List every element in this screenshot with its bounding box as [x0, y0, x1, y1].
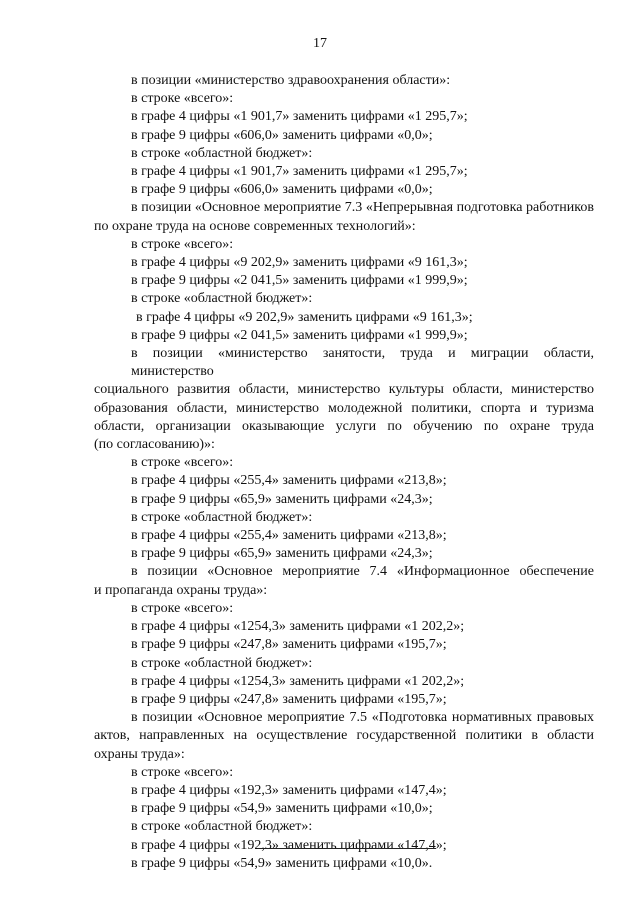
text-line: в графе 9 цифры «54,9» заменить цифрами «10,0»; [131, 801, 433, 817]
text-line: в позиции «министерство здравоохранения области»: [131, 73, 451, 88]
text-line: в графе 4 цифры «1 901,7» заменить цифрами «1 295,7»; [131, 164, 468, 180]
text-line: в строке «всего»: [131, 764, 234, 780]
text-line: в строке «областной бюджет»: [131, 291, 313, 307]
text-line: в графе 4 цифры «9 202,9» заменить цифрами «9 161,3»; [131, 255, 468, 271]
text-line: в строке «областной бюджет»: [131, 819, 313, 835]
text-line: в графе 9 цифры «65,9» заменить цифрами «24,3»; [131, 546, 433, 562]
text-line: в графе 9 цифры «2 041,5» заменить цифрами «1 999,9»; [131, 273, 468, 289]
text-line: в графе 9 цифры «247,8» заменить цифрами «195,7»; [131, 637, 447, 653]
text-line: в строке «всего»: [131, 91, 234, 107]
text-line: и пропаганда охраны труда»: [94, 582, 268, 598]
text-line: в графе 9 цифры «247,8» заменить цифрами «195,7»; [131, 691, 447, 707]
footer-divider [257, 848, 436, 849]
text-line: в позиции «Основное мероприятие 7.3 «Непрерывная подготовка работников [131, 200, 594, 216]
text-line: (по согласованию)»: [94, 437, 215, 453]
text-line: в графе 4 цифры «192,3» заменить цифрами «147,4»; [131, 782, 447, 798]
text-line: в строке «областной бюджет»: [131, 509, 313, 525]
text-line: в строке «всего»: [131, 455, 234, 471]
text-line: в графе 4 цифры «255,4» заменить цифрами «213,8»; [131, 528, 447, 544]
text-line: социального развития области, министерство культуры области, министерство [94, 382, 594, 398]
text-line: в позиции «министерство занятости, труда и миграции области, министерство [131, 346, 594, 380]
text-line: охраны труда»: [94, 746, 185, 762]
text-line: в позиции «Основное мероприятие 7.4 «Информационное обеспечение [131, 564, 594, 580]
text-line: в графе 4 цифры «1254,3» заменить цифрами «1 202,2»; [131, 619, 465, 635]
text-line: в строке «всего»: [131, 236, 234, 252]
text-line: в графе 4 цифры «192,3» заменить цифрами «147,4»; [131, 837, 447, 853]
text-line: в графе 9 цифры «54,9» заменить цифрами «10,0». [131, 855, 433, 871]
text-line: в графе 9 цифры «606,0» заменить цифрами «0,0»; [131, 127, 433, 143]
text-line: в графе 9 цифры «65,9» заменить цифрами «24,3»; [131, 491, 433, 507]
text-line: в графе 4 цифры «255,4» заменить цифрами «213,8»; [131, 473, 447, 489]
text-line: в строке «областной бюджет»: [131, 145, 313, 161]
text-line: в позиции «Основное мероприятие 7.5 «Подготовка нормативных правовых [131, 710, 594, 726]
text-line: образования области, министерство молодежной политики, спорта и туризма [94, 400, 594, 416]
text-line: в графе 9 цифры «2 041,5» заменить цифрами «1 999,9»; [131, 327, 468, 343]
text-line: по охране труда на основе современных технологий»: [94, 218, 416, 234]
text-line: в строке «областной бюджет»: [131, 655, 313, 671]
text-line: в строке «всего»: [131, 600, 234, 616]
page-number: 17 [313, 36, 327, 51]
text-line: в графе 9 цифры «606,0» заменить цифрами «0,0»; [131, 182, 433, 198]
text-line: в графе 4 цифры «1 901,7» заменить цифрами «1 295,7»; [131, 109, 468, 125]
text-line: актов, направленных на осуществление государственной политики в области [94, 728, 594, 744]
text-line: в графе 4 цифры «1254,3» заменить цифрами «1 202,2»; [131, 673, 465, 689]
document-body [94, 72, 594, 873]
text-line: области, организации оказывающие услуги по обучению по охране труда [94, 418, 594, 434]
text-line: в графе 4 цифры «9 202,9» заменить цифрами «9 161,3»; [136, 309, 473, 325]
